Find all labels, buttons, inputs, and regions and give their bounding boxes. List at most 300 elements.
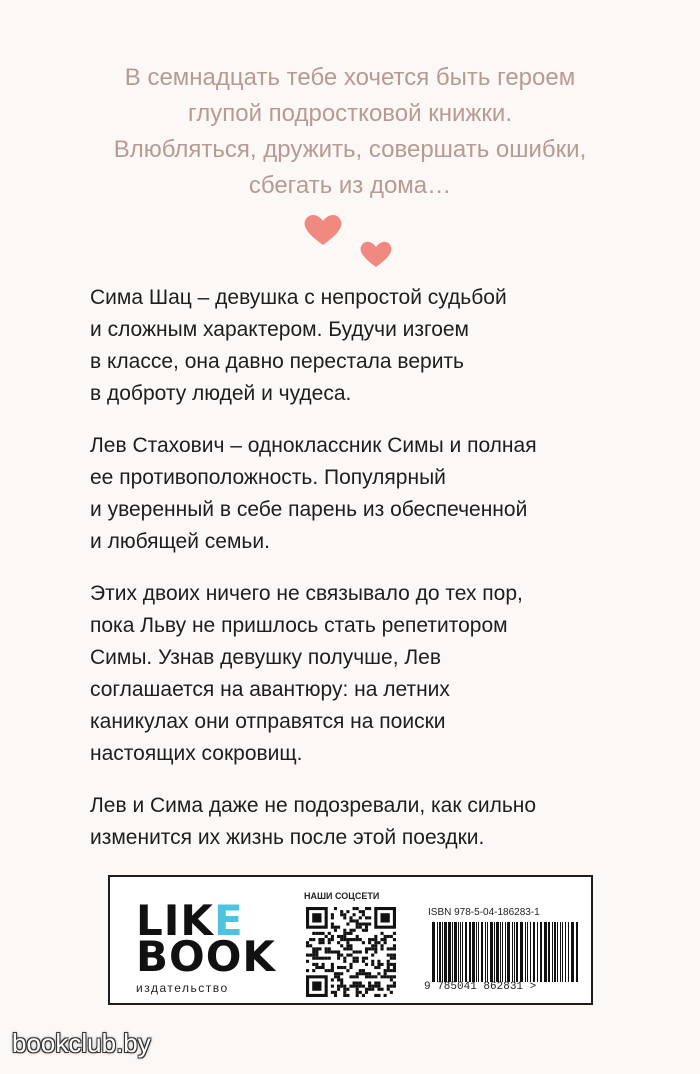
qr-module <box>315 957 318 960</box>
qr-module <box>346 932 349 935</box>
barcode-bar <box>514 922 515 982</box>
qr-module <box>387 975 390 978</box>
qr-module <box>325 969 328 972</box>
qr-module <box>328 969 331 972</box>
qr-module <box>365 963 368 966</box>
qr-module <box>353 981 356 984</box>
qr-module <box>328 932 331 935</box>
qr-module <box>387 969 390 972</box>
qr-module <box>362 913 365 916</box>
qr-module <box>362 960 365 963</box>
qr-module <box>356 972 359 975</box>
barcode-bar <box>442 922 443 982</box>
qr-module <box>306 969 309 972</box>
logo-subtitle: издательство <box>136 981 229 995</box>
qr-module <box>365 991 368 994</box>
qr-module <box>377 966 380 969</box>
barcode-bar <box>544 922 547 982</box>
qr-module <box>312 938 315 941</box>
qr-module <box>359 991 362 994</box>
qr-module <box>374 950 377 953</box>
qr-module <box>377 994 380 997</box>
qr-module <box>377 988 380 991</box>
qr-module <box>306 944 309 947</box>
qr-module <box>384 935 387 938</box>
qr-module <box>390 985 393 988</box>
qr-module <box>331 963 334 966</box>
qr-module <box>315 947 318 950</box>
qr-module <box>334 950 337 953</box>
qr-module <box>340 985 343 988</box>
barcode-bar <box>458 922 459 982</box>
qr-module <box>312 947 315 950</box>
qr-module <box>390 935 393 938</box>
qr-module <box>380 975 383 978</box>
barcode-bar <box>476 922 477 982</box>
barcode-bar <box>540 922 542 982</box>
qr-module <box>365 926 368 929</box>
qr-module <box>356 981 359 984</box>
qr-module <box>346 938 349 941</box>
barcode-bar <box>527 922 528 982</box>
qr-module <box>349 929 352 932</box>
barcode-bar <box>560 922 561 982</box>
barcode-bar <box>562 922 563 982</box>
qr-module <box>343 991 346 994</box>
qr-module <box>356 935 359 938</box>
qr-module <box>328 947 331 950</box>
qr-module <box>340 935 343 938</box>
qr-module <box>374 985 377 988</box>
qr-module <box>328 938 331 941</box>
qr-module <box>331 913 334 916</box>
watermark: bookclub.by <box>12 1028 151 1058</box>
barcode-bar <box>465 922 467 982</box>
qr-module <box>349 947 352 950</box>
qr-module <box>306 941 309 944</box>
barcode-bar <box>512 922 513 982</box>
qr-module <box>368 981 371 984</box>
qr-module <box>318 957 321 960</box>
qr-module <box>349 963 352 966</box>
qr-module <box>368 916 371 919</box>
qr-module <box>377 972 380 975</box>
qr-module <box>349 966 352 969</box>
qr-module <box>374 994 377 997</box>
qr-module <box>393 981 396 984</box>
qr-module <box>337 966 340 969</box>
qr-module <box>343 935 346 938</box>
barcode-bar <box>439 922 441 982</box>
qr-module <box>312 954 315 957</box>
qr-module <box>312 969 315 972</box>
qr-module <box>343 985 346 988</box>
qr-module <box>343 929 346 932</box>
qr-module <box>387 988 390 991</box>
qr-module <box>393 985 396 988</box>
qr-module <box>362 929 365 932</box>
qr-module <box>340 944 343 947</box>
qr-module <box>371 960 374 963</box>
qr-module <box>331 916 334 919</box>
qr-module <box>346 910 349 913</box>
barcode-bar <box>487 922 488 982</box>
qr-module <box>331 966 334 969</box>
qr-module <box>390 978 393 981</box>
barcode-bar <box>481 922 483 982</box>
qr-module <box>346 969 349 972</box>
barcode-bar <box>472 922 475 982</box>
intro-line: Влюбляться, дружить, совершать ошибки, <box>113 136 587 163</box>
qr-module <box>356 950 359 953</box>
barcode-bar <box>448 922 451 982</box>
qr-module <box>393 944 396 947</box>
qr-module <box>359 926 362 929</box>
qr-module <box>374 935 377 938</box>
qr-module <box>384 994 387 997</box>
qr-module <box>331 923 334 926</box>
qr-module <box>337 972 340 975</box>
qr-module <box>312 932 315 935</box>
qr-module <box>362 985 365 988</box>
qr-module <box>349 954 352 957</box>
qr-module <box>362 923 365 926</box>
qr-module <box>322 966 325 969</box>
qr-module <box>365 950 368 953</box>
qr-module <box>380 944 383 947</box>
qr-module <box>380 947 383 950</box>
qr-module <box>368 985 371 988</box>
qr-module <box>374 941 377 944</box>
text-line: Лев Стахович – одноклассник Симы и полная <box>90 434 537 457</box>
barcode-bar <box>478 922 479 982</box>
qr-module <box>393 957 396 960</box>
qr-module <box>331 938 334 941</box>
text-line: в классе, она давно перестала верить <box>90 350 464 373</box>
qr-module <box>368 975 371 978</box>
qr-module <box>322 941 325 944</box>
qr-module <box>393 966 396 969</box>
qr-module <box>393 954 396 957</box>
barcode-bar <box>454 922 457 982</box>
qr-module <box>387 954 390 957</box>
qr-module <box>362 957 365 960</box>
barcode-bar <box>565 922 566 982</box>
barcode-bar <box>552 922 553 982</box>
qr-module <box>387 947 390 950</box>
barcode-bar <box>462 922 463 982</box>
qr-module <box>309 944 312 947</box>
qr-module <box>331 978 334 981</box>
qr-module <box>340 913 343 916</box>
qr-module <box>365 972 368 975</box>
text-line: Симы. Узнав девушку получше, Лев <box>90 646 441 669</box>
qr-module <box>343 960 346 963</box>
qr-module <box>368 938 371 941</box>
qr-module <box>359 981 362 984</box>
qr-module <box>365 975 368 978</box>
description-paragraph <box>90 578 670 770</box>
qr-module <box>380 938 383 941</box>
qr-module <box>318 947 321 950</box>
qr-module <box>390 975 393 978</box>
text-line: Этих двоих ничего не связывало до тех пор, <box>90 582 523 605</box>
qr-module <box>325 957 328 960</box>
qr-module <box>377 985 380 988</box>
qr-module <box>374 981 377 984</box>
qr-module <box>365 923 368 926</box>
qr-module <box>387 963 390 966</box>
qr-module <box>312 950 315 953</box>
qr-module <box>331 969 334 972</box>
qr-module <box>325 950 328 953</box>
qr-module <box>343 947 346 950</box>
qr-module <box>374 944 377 947</box>
qr-module <box>343 913 346 916</box>
qr-code[interactable] <box>306 907 396 997</box>
qr-module <box>343 966 346 969</box>
qr-module <box>356 907 359 910</box>
qr-module <box>340 938 343 941</box>
barcode-bar <box>548 922 550 982</box>
qr-module <box>368 988 371 991</box>
qr-module <box>337 975 340 978</box>
qr-module <box>356 975 359 978</box>
qr-module <box>356 923 359 926</box>
qr-finder <box>312 981 321 990</box>
qr-module <box>387 960 390 963</box>
barcode-bar <box>516 922 518 982</box>
qr-module <box>346 988 349 991</box>
qr-module <box>337 950 340 953</box>
text-line: и уверенный в себе парень из обеспеченной <box>90 498 528 521</box>
qr-module <box>328 950 331 953</box>
qr-module <box>356 991 359 994</box>
qr-module <box>337 941 340 944</box>
qr-module <box>356 926 359 929</box>
qr-module <box>359 972 362 975</box>
barcode-bar <box>496 922 499 982</box>
qr-module <box>356 957 359 960</box>
qr-module <box>331 926 334 929</box>
qr-module <box>359 969 362 972</box>
qr-module <box>356 938 359 941</box>
barcode-bar <box>437 922 438 982</box>
description-paragraph <box>90 430 670 558</box>
barcode-bar <box>576 922 578 982</box>
qr-module <box>334 991 337 994</box>
qr-module <box>337 957 340 960</box>
qr-module <box>340 981 343 984</box>
barcode-bar <box>571 922 574 982</box>
qr-module <box>371 944 374 947</box>
qr-module <box>312 957 315 960</box>
qr-module <box>371 988 374 991</box>
qr-module <box>365 947 368 950</box>
qr-module <box>306 960 309 963</box>
qr-module <box>390 957 393 960</box>
qr-module <box>349 916 352 919</box>
qr-module <box>340 978 343 981</box>
qr-module <box>337 935 340 938</box>
qr-module <box>315 966 318 969</box>
qr-module <box>390 947 393 950</box>
qr-module <box>353 929 356 932</box>
qr-module <box>337 988 340 991</box>
qr-module <box>380 963 383 966</box>
qr-module <box>356 985 359 988</box>
qr-module <box>359 910 362 913</box>
social-label: НАШИ СОЦСЕТИ <box>304 891 380 901</box>
description-paragraph <box>90 790 670 854</box>
qr-module <box>362 941 365 944</box>
qr-module <box>306 954 309 957</box>
qr-module <box>331 985 334 988</box>
barcode-bar <box>502 922 503 982</box>
barcode-bar <box>530 922 531 982</box>
qr-module <box>380 932 383 935</box>
publisher-box <box>108 875 593 1005</box>
qr-module <box>353 957 356 960</box>
qr-module <box>312 963 315 966</box>
text-line: и сложным характером. Будучи изгоем <box>90 318 469 341</box>
qr-module <box>362 994 365 997</box>
qr-module <box>393 938 396 941</box>
qr-module <box>377 963 380 966</box>
qr-module <box>331 950 334 953</box>
qr-module <box>390 954 393 957</box>
qr-module <box>353 975 356 978</box>
qr-module <box>318 941 321 944</box>
qr-module <box>349 919 352 922</box>
qr-module <box>390 991 393 994</box>
qr-module <box>334 926 337 929</box>
qr-module <box>371 975 374 978</box>
qr-module <box>331 935 334 938</box>
text-line: соглашается на авантюру: на летних <box>90 678 450 701</box>
qr-module <box>365 988 368 991</box>
barcode-bar <box>520 922 523 982</box>
qr-module <box>368 972 371 975</box>
qr-module <box>334 975 337 978</box>
qr-module <box>374 966 377 969</box>
qr-finder <box>380 913 389 922</box>
qr-module <box>393 975 396 978</box>
qr-module <box>328 941 331 944</box>
qr-module <box>365 929 368 932</box>
qr-module <box>349 938 352 941</box>
qr-module <box>393 932 396 935</box>
barcode-bar <box>490 922 493 982</box>
qr-module <box>384 972 387 975</box>
barcode-bar <box>537 922 538 982</box>
qr-module <box>340 954 343 957</box>
text-line: Сима Шац – девушка с непростой судьбой <box>90 286 507 309</box>
barcode-bar <box>525 922 526 982</box>
qr-module <box>374 938 377 941</box>
qr-module <box>334 994 337 997</box>
qr-module <box>387 935 390 938</box>
qr-module <box>353 913 356 916</box>
barcode-bar <box>507 922 510 982</box>
barcode <box>430 922 580 982</box>
qr-module <box>356 960 359 963</box>
intro-line: сбегать из дома… <box>248 172 452 199</box>
qr-module <box>340 966 343 969</box>
qr-module <box>365 907 368 910</box>
qr-module <box>318 932 321 935</box>
intro-line: В семнадцать тебе хочется быть героем <box>124 64 576 91</box>
qr-module <box>359 923 362 926</box>
qr-module <box>371 985 374 988</box>
qr-module <box>349 985 352 988</box>
qr-module <box>315 954 318 957</box>
qr-module <box>334 907 337 910</box>
qr-module <box>356 988 359 991</box>
qr-module <box>377 981 380 984</box>
qr-module <box>325 947 328 950</box>
barcode-bar <box>469 922 471 982</box>
qr-module <box>337 954 340 957</box>
qr-module <box>384 938 387 941</box>
description <box>90 282 670 874</box>
qr-module <box>384 975 387 978</box>
text-line: ее противоположность. Популярный <box>90 466 446 489</box>
text-line: в доброту людей и чудеса. <box>90 382 352 405</box>
qr-module <box>390 969 393 972</box>
qr-module <box>384 969 387 972</box>
qr-module <box>346 994 349 997</box>
barcode-bar <box>557 922 558 982</box>
qr-module <box>337 985 340 988</box>
qr-module <box>343 988 346 991</box>
barcode-number: 9 785041 862831 > <box>424 981 537 993</box>
logo-accent-letter: E <box>213 896 244 945</box>
qr-module <box>353 907 356 910</box>
qr-module <box>343 938 346 941</box>
qr-module <box>356 994 359 997</box>
isbn-label: ISBN 978-5-04-186283-1 <box>428 907 540 918</box>
logo-text: BOOK <box>136 932 276 981</box>
qr-module <box>318 938 321 941</box>
logo-text: LIK <box>136 896 214 945</box>
qr-module <box>374 975 377 978</box>
text-line: и любящей семьи. <box>90 530 270 553</box>
text-line: настоящих сокровищ. <box>90 742 303 765</box>
qr-module <box>315 932 318 935</box>
heart-icon <box>305 215 342 245</box>
qr-module <box>365 916 368 919</box>
qr-module <box>393 947 396 950</box>
publisher-logo <box>136 896 278 995</box>
qr-module <box>346 923 349 926</box>
barcode-bar <box>568 922 569 982</box>
qr-module <box>325 935 328 938</box>
text-line: пока Льву не пришлось стать репетитором <box>90 614 508 637</box>
qr-module <box>328 957 331 960</box>
qr-module <box>387 966 390 969</box>
barcode-bar <box>505 922 506 982</box>
qr-module <box>309 938 312 941</box>
qr-module <box>353 950 356 953</box>
qr-module <box>334 972 337 975</box>
qr-module <box>359 916 362 919</box>
qr-module <box>393 963 396 966</box>
qr-finder <box>312 913 321 922</box>
qr-module <box>309 954 312 957</box>
qr-module <box>340 910 343 913</box>
intro-line: глупой подростковой книжки. <box>188 100 512 127</box>
